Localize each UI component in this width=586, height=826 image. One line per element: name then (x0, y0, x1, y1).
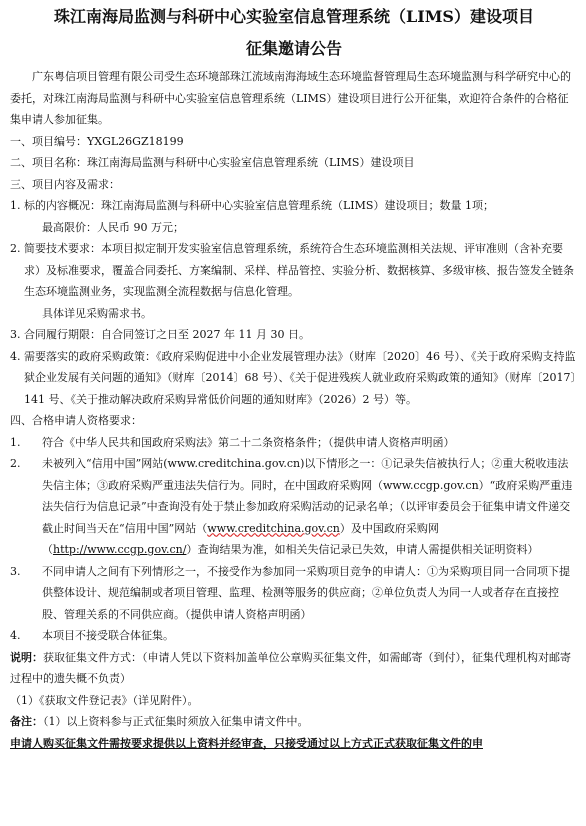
note-text: 获取征集文件方式：（申请人凭以下资料加盖单位公章购买征集文件，如需邮寄（到付），征集代理机构对邮寄过程中的遗失概不负责） (10, 650, 571, 685)
item-text: 简要技术要求：本项目拟定制开发实验室信息管理系统，系统符合生态环境监测相关法规、评审准则（含补充要求）及标准要求，覆盖合同委托、方案编制、采样、样品管控、实验分析、数据核算、多级审核、报告签发全链条生态环境监测业务，实现监测全流程数据与信息化管理。 (24, 242, 574, 298)
item-number: 1. (10, 199, 24, 212)
list-item (10, 453, 578, 561)
list-item (10, 346, 578, 411)
section-heading-content: 三、项目内容及需求： (10, 177, 120, 191)
item-number: 1. (10, 435, 21, 449)
credit-text-c: ）查询结果为准，如相关失信记录已失效，申请人需提供相关证明资料） (186, 543, 539, 556)
list-item (10, 195, 578, 217)
document-subtitle: 征集邀请公告 (245, 39, 342, 58)
item-number: 2. (10, 242, 24, 255)
credit-text-b: ）及中国政府采购网（ (42, 521, 439, 556)
creditchina-link[interactable]: www.creditchina.gov.cn (207, 521, 340, 535)
remark-text: （1）以上资料参与正式征集时须放入征集申请文件中。 (43, 715, 309, 728)
item-number: 2. (10, 457, 21, 470)
item-text (42, 453, 578, 561)
list-item (10, 238, 578, 303)
remark-paragraph (10, 711, 578, 733)
project-name: 二、项目名称：珠江南海局监测与科研中心实验室信息管理系统（LIMS）建设项目 (10, 156, 415, 169)
list-item (10, 561, 578, 626)
qualification-list (10, 432, 578, 647)
content-list (10, 195, 578, 410)
document-title: 珠江南海局监测与科研中心实验室信息管理系统（LIMS）建设项目 (53, 7, 534, 26)
item-text: 不同申请人之间有下列情形之一，不接受作为参加同一采购项目竞争的申请人：①为采购项目同一合同项下提供整体设计、规范编制或者项目管理、监理、检测等服务的供应商；②单位负责人为同一人或者存在直接控股、管理关系的不同供应商。（提供申请人资格声明函） (42, 564, 570, 621)
note-paragraph (10, 647, 578, 690)
ccgp-link[interactable]: http://www.ccgp.gov.cn/ (53, 543, 187, 556)
item-number: 4. (10, 629, 21, 642)
list-item (10, 324, 578, 346)
list-item: 具体详见采购需求书。 (42, 306, 152, 320)
item-number: 3. (10, 328, 24, 341)
list-item (10, 625, 578, 647)
item-number: 3. (10, 564, 21, 578)
note-label: 说明： (10, 650, 43, 664)
item-text: 需要落实的政府采购政策：《政府采购促进中小企业发展管理办法》（财库〔2020〕46 号）、《关于政府采购支持监狱企业发展有关问题的通知》（财库〔2014〕68 号）、《关于促进残疾人就业政府采购政策的通知》（财库〔2017〕141 号、《关于推动解决政府采购异常低价问题的通知财库》（2026）2 号）等。 (24, 349, 576, 406)
section-heading-qualification: 四、合格申请人资格要求： (10, 414, 142, 427)
item-text: 标的内容概况：珠江南海局监测与科研中心实验室信息管理系统（LIMS）建设项目；数量 1项； (24, 199, 494, 212)
bottom-bold-notice: 申请人购买征集文件需按要求提供以上资料并经审查，只接受通过以上方式正式获取征集文件的申 (10, 736, 483, 750)
item-text: 合同履行期限：自合同签订之日至 2027 年 11 月 30 日。 (24, 328, 310, 341)
project-number: 一、项目编号：YXGL26GZ18199 (10, 134, 184, 148)
remark-label: 备注： (10, 715, 43, 728)
item-text: 符合《中华人民共和国政府采购法》第二十二条资格条件；（提供申请人资格声明函） (42, 435, 455, 449)
list-item (10, 432, 578, 454)
note-item: （1）《获取文件登记表》（详见附件）。 (10, 693, 199, 707)
list-item: 最高限价：人民币 90 万元； (42, 220, 184, 234)
item-text: 本项目不接受联合体征集。 (42, 629, 174, 642)
credit-text-a: 未被列入“信用中国”网站(www.creditchina.gov.cn)以下情形之一：①记录失信被执行人；②重大税收违法失信主体；③政府采购严重违法失信行为。同时，在中国政府采购网（www.ccgp.gov.cn）“政府采购严重违法失信行为信息记录”中查询没有处于禁止参加政府采购活动的记录名单；（以评审委员会于征集申请文件递交截止时间当天在“信用中国”网站（ (42, 457, 573, 535)
item-number: 4. (10, 349, 24, 363)
intro-paragraph: 广东粤信项目管理有限公司受生态环境部珠江流域南海海域生态环境监督管理局生态环境监测与科学研究中心的委托，对珠江南海局监测与科研中心实验室信息管理系统（LIMS）建设项目进行公开征集，欢迎符合条件的合格征集申请人参加征集。 (10, 70, 571, 126)
